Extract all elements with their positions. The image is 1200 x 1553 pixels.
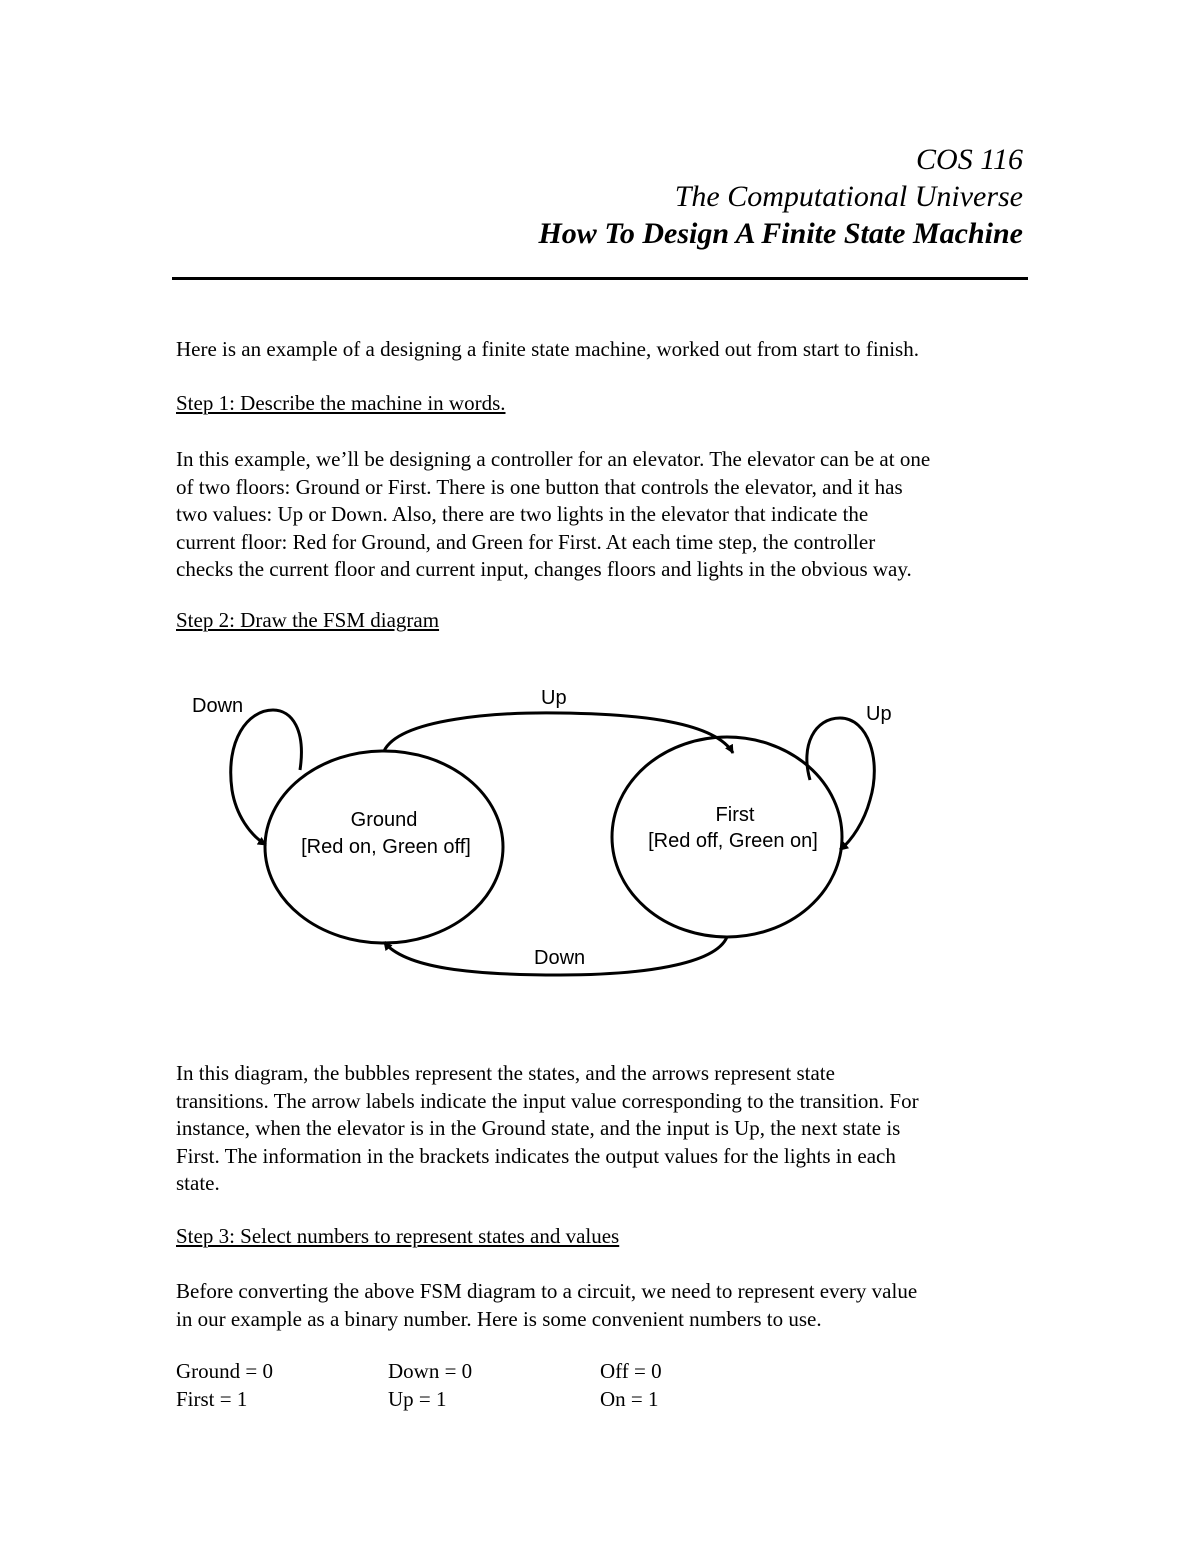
step2-line: instance, when the elevator is in the Ground state, and the input is Up, the next state is — [176, 1116, 901, 1141]
step1-line: current floor: Red for Ground, and Green for First. At each time step, the controller — [176, 529, 876, 554]
step3-line: in our example as a binary number. Here is some convenient numbers to use. — [176, 1306, 822, 1331]
transition-down-label: Down — [534, 947, 586, 969]
loop-first-label: Up — [866, 703, 892, 725]
page-title: How To Design A Finite State Machine — [538, 217, 1023, 250]
step1-line: two values: Up or Down. Also, there are two lights in the elevator that indicate the — [176, 502, 869, 527]
intro-paragraph: Here is an example of a designing a finite state machine, worked out from start to finish. — [176, 337, 919, 361]
course-subtitle: The Computational Universe — [674, 180, 1023, 213]
step1-heading: Step 1: Describe the machine in words. — [176, 391, 506, 415]
mapping-cell: First = 1 — [176, 1386, 248, 1411]
mapping-cell: Off = 0 — [600, 1359, 662, 1383]
step2-line: transitions. The arrow labels indicate the input value corresponding to the transition. For — [176, 1088, 919, 1113]
course-code: COS 116 — [916, 143, 1023, 176]
transition-up-label: Up — [541, 687, 567, 709]
step2-line: First. The information in the brackets indicates the output values for the lights in each — [176, 1143, 896, 1168]
state-ground-name: Ground — [350, 809, 418, 831]
state-first-output: [Red off, Green on] — [648, 830, 818, 852]
step1-line: In this example, we’ll be designing a controller for an elevator. The elevator can be at one — [176, 447, 931, 471]
mapping-cell: Down = 0 — [388, 1359, 473, 1383]
state-first-name: First — [715, 804, 755, 826]
step3-heading: Step 3: Select numbers to represent states and values — [176, 1224, 620, 1248]
step2-heading: Step 2: Draw the FSM diagram — [176, 608, 440, 632]
step2-line: state. — [176, 1171, 220, 1196]
step1-line: of two floors: Ground or First. There is one button that controls the elevator, and it has — [176, 474, 903, 499]
loop-ground-label: Down — [192, 695, 244, 717]
step3-line: Before converting the above FSM diagram to a circuit, we need to represent every value — [176, 1279, 918, 1303]
mapping-cell: Up = 1 — [388, 1386, 447, 1411]
step2-line: In this diagram, the bubbles represent the states, and the arrows represent state — [176, 1061, 835, 1085]
loop-ground-arrow — [231, 710, 302, 845]
mapping-cell: Ground = 0 — [176, 1359, 274, 1383]
mapping-cell: On = 1 — [600, 1386, 659, 1411]
state-ground-output: [Red on, Green off] — [301, 836, 471, 858]
step1-line: checks the current floor and current input, changes floors and lights in the obvious way. — [176, 557, 912, 582]
